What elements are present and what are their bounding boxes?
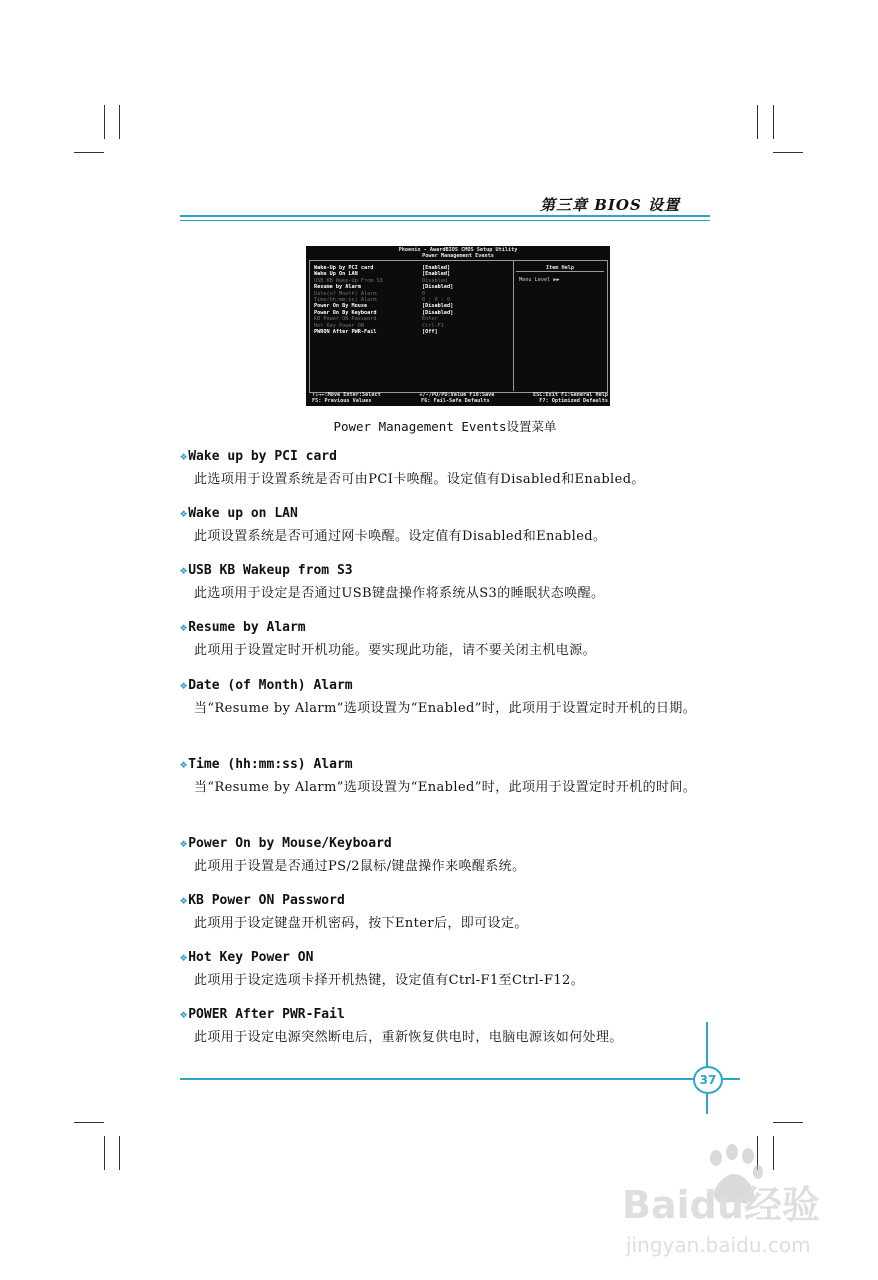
section-body: 当“Resume by Alarm”选项设置为“Enabled”时，此项用于设置定时开机的日期。 [194,701,697,716]
bios-footer-key: ESC:Exit F1:General Help [533,392,608,398]
bios-item-label: PWRON After PWR-Fail [314,328,377,335]
section-title [180,504,710,522]
section-body: 此项设置系统是否可通过网卡唤醒。设定值有Disabled和Enabled。 [194,529,607,544]
crop-mark [773,152,803,153]
section-body: 此项用于设置是否通过PS/2鼠标/键盘操作来唤醒系统。 [194,859,526,874]
section-item [180,834,710,878]
footer-rule [180,1078,740,1080]
bios-item-label: Time(hh:mm:ss) Alarm [314,296,377,303]
section-title [180,676,710,694]
bios-footer-key: +/-/PU/PD:Value F10:Save [419,392,495,398]
section-item [180,891,710,935]
section-item [180,618,710,662]
bios-help-title: Item Help [545,265,575,271]
diamond-bullet-icon: ❖ [180,757,188,771]
section-item [180,447,710,491]
crop-mark [74,1122,104,1123]
section-body: 此项用于设定电源突然断电后，重新恢复供电时，电脑电源该如何处理。 [194,1030,623,1045]
diamond-bullet-icon: ❖ [180,836,188,850]
crop-mark [104,105,105,139]
page-number: 37 [693,1066,723,1094]
section-item [180,755,710,799]
section-title-text: Resume by Alarm [188,620,306,635]
section-title-text: Power On by Mouse/Keyboard [188,836,392,851]
section-title [180,891,710,909]
bios-screenshot [306,246,610,406]
bios-help-rule [516,271,604,272]
bios-item-label: Resume by Alarm [314,284,361,291]
bios-item-row [314,329,504,335]
bios-help-text: Menu Level ▶▶ [519,277,560,283]
bios-item-label: Power On By Keyboard [314,309,377,316]
section-title-text: Date (of Month) Alarm [188,678,353,693]
section-title-text: Wake up on LAN [188,506,298,521]
bios-divider [513,260,514,391]
header-rule-thin [180,220,710,221]
bios-title-block [306,247,610,260]
bios-item-value: [Disabled] [422,309,454,316]
section-item [180,561,710,605]
section-item [180,1005,710,1049]
section-body: 此项用于设定选项卡择开机热键，设定值有Ctrl-F1至Ctrl-F12。 [194,973,585,988]
diamond-bullet-icon: ❖ [180,449,188,463]
section-body: 当“Resume by Alarm”选项设置为“Enabled”时，此项用于设置定时开机的时间。 [194,780,697,795]
baidu-watermark-logo [618,1140,848,1270]
section-body: 此项用于设置定时开机功能。要实现此功能，请不要关闭主机电源。 [194,643,597,658]
bios-item-label: Wake Up On LAN [314,271,358,278]
bios-subtitle: Power Management Events [422,253,494,260]
crop-mark [773,105,774,139]
bios-item-value: Disabled [422,277,447,284]
section-body: 此选项用于设置系统是否可由PCI卡唤醒。设定值有Disabled和Enabled。 [194,472,645,487]
section-title [180,618,710,636]
bios-item-value: 0 : 0 : 0 [422,296,451,303]
section-title [180,834,710,852]
bios-item-label: Power On By Mouse [314,303,368,310]
bios-item-value: Enter [422,316,438,323]
crop-mark [104,1136,105,1170]
diamond-bullet-icon: ❖ [180,563,188,577]
crop-mark [773,1122,803,1123]
section-item [180,504,710,548]
bios-footer-key: ↑↓→←:Move Enter:Select [312,392,381,398]
bios-item-value: [Enabled] [422,271,451,278]
bios-item-value: [Disabled] [422,303,454,310]
diamond-bullet-icon: ❖ [180,506,188,520]
chapter-title: 第三章 BIOS 设置 [540,196,681,214]
section-title [180,447,710,465]
figure-caption: Power Management Events设置菜单 [333,419,557,434]
diamond-bullet-icon: ❖ [180,620,188,634]
bios-item-label: KB Power ON Password [314,316,377,323]
crop-mark [74,152,104,153]
section-body: 此项用于设定键盘开机密码，按下Enter后，即可设定。 [194,916,528,931]
bios-item-label: USB KB Wake-Up From S3 [314,277,383,284]
section-title-text: Time (hh:mm:ss) Alarm [188,757,353,772]
section-title [180,755,710,773]
crop-mark [757,105,758,139]
section-title [180,561,710,579]
diamond-bullet-icon: ❖ [180,893,188,907]
diamond-bullet-icon: ❖ [180,678,188,692]
bios-footer-key: F6: Fail-Safe Defaults [420,398,490,405]
bios-item-label: Date(of Month) Alarm [314,290,377,297]
bios-item-value: Ctrl-F1 [422,322,444,329]
section-title-text: Wake up by PCI card [188,449,337,464]
crop-mark [119,1136,120,1170]
bios-footer-key: F7: Optimized Defaults [539,398,608,405]
bios-item-value: 0 [422,290,426,297]
section-title [180,1005,710,1023]
bios-item-value: [Enabled] [422,265,451,271]
section-title [180,948,710,966]
watermark-url: jingyan.baidu.com [626,1233,811,1257]
section-title-text: USB KB Wakeup from S3 [188,563,353,578]
section-item [180,948,710,992]
bios-footer-key: F5: Previous Values [312,398,372,405]
bios-item-label: Hot Key Power ON [314,322,364,329]
bios-item-label: Wake-Up by PCI card [314,265,374,271]
diamond-bullet-icon: ❖ [180,1007,188,1021]
bios-item-value: [Off] [422,328,438,335]
crop-mark [119,105,120,139]
bios-title: Phoenix - AwardBIOS CMOS Setup Utility [398,247,518,253]
header-rule [180,215,710,217]
section-title-text: Hot Key Power ON [188,950,314,965]
bios-item-list [314,265,504,335]
bios-footer [312,392,608,405]
diamond-bullet-icon: ❖ [180,950,188,964]
section-item [180,676,710,720]
section-title-text: KB Power ON Password [188,893,345,908]
bios-footer-line [312,398,608,404]
section-body: 此选项用于设定是否通过USB键盘操作将系统从S3的睡眠状态唤醒。 [194,586,605,601]
bios-item-value: [Disabled] [422,284,454,291]
watermark-brand: Baidu经验 [622,1183,820,1227]
section-title-text: POWER After PWR-Fail [188,1007,345,1022]
